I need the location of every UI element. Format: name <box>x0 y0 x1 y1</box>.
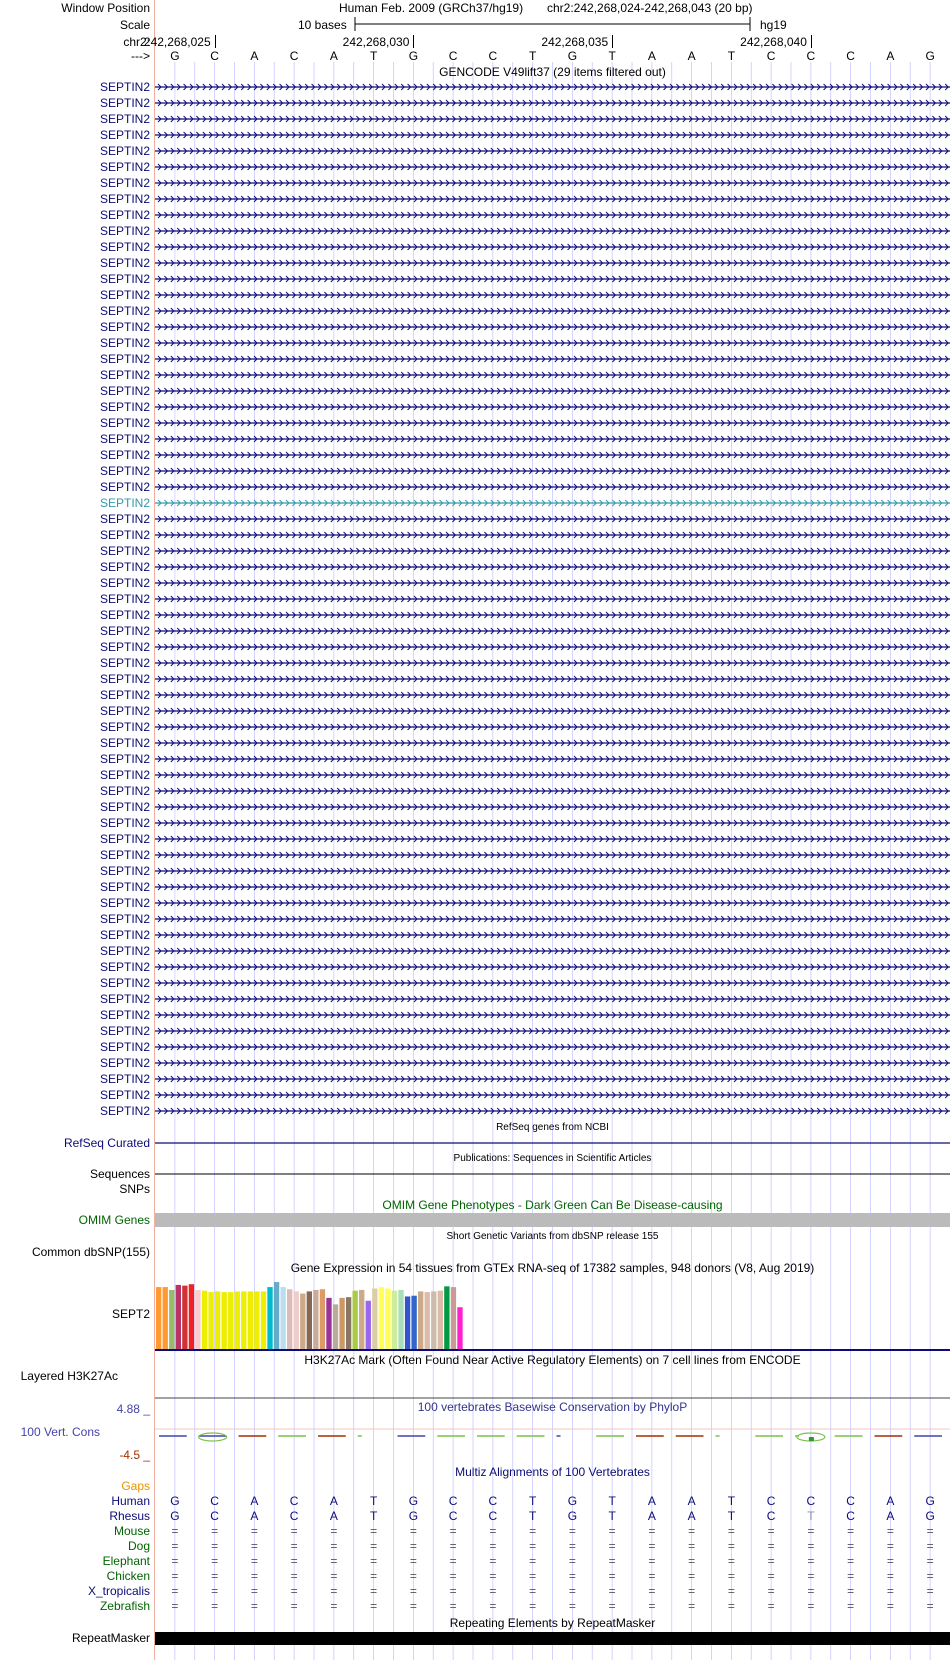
multiz-base: T <box>369 1494 378 1508</box>
gencode-gene-label[interactable]: SEPTIN2 <box>99 960 150 974</box>
gencode-gene-label[interactable]: SEPTIN2 <box>99 976 150 990</box>
multiz-base: C <box>766 1509 776 1523</box>
gencode-gene-label[interactable]: SEPTIN2 <box>99 896 150 910</box>
multiz-base: = <box>608 1539 616 1553</box>
multiz-base: T <box>807 1509 815 1523</box>
position-tick-label: 242,268,030 <box>342 35 410 49</box>
gencode-gene-label[interactable]: SEPTIN2 <box>99 192 150 206</box>
multiz-base: = <box>608 1569 616 1583</box>
multiz-base: = <box>608 1599 616 1613</box>
gencode-gene-label[interactable]: SEPTIN2 <box>99 448 150 462</box>
multiz-base: = <box>330 1584 338 1598</box>
multiz-species-label[interactable]: Chicken <box>106 1569 150 1583</box>
gencode-track-title: GENCODE V49lift37 (29 items filtered out) <box>439 65 666 79</box>
gencode-gene-label[interactable]: SEPTIN2 <box>99 1024 150 1038</box>
multiz-base: = <box>727 1599 735 1613</box>
multiz-base: C <box>806 1494 816 1508</box>
gencode-gene-label[interactable]: SEPTIN2 <box>99 480 150 494</box>
multiz-base: = <box>370 1554 378 1568</box>
publications-track-title: Publications: Sequences in Scientific Articles <box>453 1153 652 1164</box>
multiz-base: = <box>370 1584 378 1598</box>
reference-base: A <box>687 49 696 63</box>
multiz-base: = <box>767 1599 775 1613</box>
gencode-gene-label[interactable]: SEPTIN2 <box>99 832 150 846</box>
gencode-gene-label[interactable]: SEPTIN2 <box>99 544 150 558</box>
gencode-gene-label[interactable]: SEPTIN2 <box>99 176 150 190</box>
gencode-gene-label[interactable]: SEPTIN2 <box>99 928 150 942</box>
gencode-gene-label[interactable]: SEPTIN2 <box>99 656 150 670</box>
window-position-range: chr2:242,268,024-242,268,043 (20 bp) <box>547 1 753 15</box>
multiz-base: A <box>886 1494 895 1508</box>
gencode-gene-label[interactable]: SEPTIN2 <box>99 464 150 478</box>
multiz-base: = <box>767 1524 775 1538</box>
multiz-base: G <box>567 1494 578 1508</box>
multiz-base: = <box>489 1524 497 1538</box>
multiz-base: = <box>648 1599 656 1613</box>
reference-base: T <box>727 49 736 63</box>
omim-track-title: OMIM Gene Phenotypes - Dark Green Can Be Disease-causing <box>382 1198 723 1212</box>
omim-bar[interactable] <box>155 1213 950 1227</box>
repeatmasker-label[interactable]: RepeatMasker <box>71 1631 150 1645</box>
multiz-base: G <box>925 1509 935 1523</box>
gencode-gene-label[interactable]: SEPTIN2 <box>99 512 150 526</box>
cons-top-value: 4.88 _ <box>116 1402 150 1416</box>
multiz-base: = <box>370 1539 378 1553</box>
multiz-base: = <box>330 1524 338 1538</box>
multiz-base: = <box>330 1569 338 1583</box>
multiz-base: = <box>409 1569 417 1583</box>
multiz-base: C <box>488 1509 498 1523</box>
multiz-base: = <box>409 1539 417 1553</box>
gencode-gene-label[interactable]: SEPTIN2 <box>99 1008 150 1022</box>
multiz-base: = <box>370 1569 378 1583</box>
multiz-base: = <box>211 1554 219 1568</box>
multiz-base: = <box>767 1584 775 1598</box>
multiz-base: = <box>290 1539 298 1553</box>
multiz-base: = <box>847 1554 855 1568</box>
reference-base: T <box>528 49 537 63</box>
multiz-base: = <box>171 1554 179 1568</box>
multiz-base: = <box>926 1569 934 1583</box>
multiz-base: = <box>171 1539 179 1553</box>
h3k27ac-track-title: H3K27Ac Mark (Often Found Near Active Regulatory Elements) on 7 cell lines from ENCODE <box>304 1353 801 1367</box>
multiz-base: = <box>568 1569 576 1583</box>
multiz-base: A <box>647 1494 656 1508</box>
gencode-gene-label[interactable]: SEPTIN2 <box>99 496 150 510</box>
scale-db: hg19 <box>760 18 787 32</box>
multiz-base: = <box>529 1554 537 1568</box>
multiz-base: = <box>211 1524 219 1538</box>
multiz-base: = <box>847 1584 855 1598</box>
multiz-base: = <box>767 1554 775 1568</box>
multiz-base: = <box>489 1599 497 1613</box>
reference-base: G <box>408 49 419 63</box>
multiz-base: = <box>807 1584 815 1598</box>
common-dbsnp-label[interactable]: Common dbSNP(155) <box>31 1245 150 1259</box>
gencode-gene-label[interactable]: SEPTIN2 <box>99 304 150 318</box>
multiz-base: = <box>250 1569 258 1583</box>
multiz-base: = <box>688 1524 696 1538</box>
gencode-gene-label[interactable]: SEPTIN2 <box>99 944 150 958</box>
multiz-base: = <box>250 1524 258 1538</box>
gencode-gene-label[interactable]: SEPTIN2 <box>99 144 150 158</box>
multiz-base: = <box>489 1539 497 1553</box>
multiz-base: = <box>529 1599 537 1613</box>
multiz-base: = <box>727 1524 735 1538</box>
position-tick-label: 242,268,040 <box>740 35 807 49</box>
gencode-gene-label[interactable]: SEPTIN2 <box>99 224 150 238</box>
multiz-base: = <box>648 1569 656 1583</box>
multiz-base: = <box>449 1584 457 1598</box>
reference-base: C <box>448 49 458 63</box>
multiz-base: C <box>448 1509 458 1523</box>
multiz-base: A <box>687 1494 696 1508</box>
multiz-species-label[interactable]: Zebrafish <box>99 1599 150 1613</box>
multiz-base: = <box>727 1569 735 1583</box>
phylop-track-title: 100 vertebrates Basewise Conservation by PhyloP <box>417 1400 688 1414</box>
gencode-gene-label[interactable]: SEPTIN2 <box>99 992 150 1006</box>
multiz-base: = <box>886 1599 894 1613</box>
reference-base: C <box>806 49 816 63</box>
dbsnp-track-title: Short Genetic Variants from dbSNP release 155 <box>446 1231 659 1242</box>
multiz-base: C <box>846 1509 855 1523</box>
reference-base: A <box>647 49 656 63</box>
multiz-base: A <box>250 1494 259 1508</box>
multiz-base: = <box>926 1584 934 1598</box>
multiz-base: = <box>847 1599 855 1613</box>
multiz-base: = <box>290 1584 298 1598</box>
multiz-base: = <box>648 1584 656 1598</box>
multiz-base: = <box>807 1539 815 1553</box>
layered-h3k27ac-label[interactable]: Layered H3K27Ac <box>20 1369 118 1383</box>
multiz-base: = <box>529 1569 537 1583</box>
gencode-gene-label[interactable]: SEPTIN2 <box>99 672 150 686</box>
gencode-gene-label[interactable]: SEPTIN2 <box>99 256 150 270</box>
gencode-gene-label[interactable]: SEPTIN2 <box>99 800 150 814</box>
scale-label: Scale <box>119 18 150 32</box>
position-tick-label: 242,268,025 <box>143 35 211 49</box>
multiz-base: C <box>210 1509 219 1523</box>
multiz-base: T <box>727 1494 736 1508</box>
gencode-gene-label[interactable]: SEPTIN2 <box>99 640 150 654</box>
multiz-base: = <box>330 1554 338 1568</box>
multiz-base: = <box>568 1524 576 1538</box>
repeatmasker-bar[interactable] <box>155 1632 950 1645</box>
gencode-gene-label[interactable]: SEPTIN2 <box>99 432 150 446</box>
multiz-base: = <box>330 1539 338 1553</box>
multiz-base: T <box>369 1509 378 1523</box>
multiz-base: = <box>807 1599 815 1613</box>
multiz-base: A <box>687 1509 696 1523</box>
refseq-track-title: RefSeq genes from NCBI <box>496 1122 609 1133</box>
gencode-gene-label[interactable]: SEPTIN2 <box>99 912 150 926</box>
reference-base: G <box>170 49 180 63</box>
gencode-gene-label[interactable]: SEPTIN2 <box>99 704 150 718</box>
multiz-base: G <box>170 1494 180 1508</box>
gencode-gene-label[interactable]: SEPTIN2 <box>99 784 150 798</box>
multiz-species-label[interactable]: Elephant <box>102 1554 150 1568</box>
multiz-base: = <box>290 1554 298 1568</box>
multiz-base: = <box>926 1524 934 1538</box>
multiz-base: = <box>449 1524 457 1538</box>
gencode-gene-label[interactable]: SEPTIN2 <box>99 1088 150 1102</box>
multiz-base: = <box>886 1569 894 1583</box>
multiz-base: = <box>886 1554 894 1568</box>
gencode-gene-label[interactable]: SEPTIN2 <box>99 1056 150 1070</box>
multiz-base: = <box>211 1569 219 1583</box>
gencode-gene-label[interactable]: SEPTIN2 <box>99 272 150 286</box>
assembly-name: Human Feb. 2009 (GRCh37/hg19) <box>339 1 524 15</box>
refseq-label[interactable]: RefSeq Curated <box>63 1136 150 1150</box>
multiz-base: = <box>211 1539 219 1553</box>
multiz-base: = <box>489 1554 497 1568</box>
multiz-base: = <box>568 1554 576 1568</box>
multiz-base: T <box>528 1509 537 1523</box>
multiz-species-label[interactable]: Rhesus <box>109 1509 150 1523</box>
multiz-species-label[interactable]: Dog <box>127 1539 150 1553</box>
repeatmasker-track-title: Repeating Elements by RepeatMasker <box>449 1616 656 1630</box>
multiz-base: = <box>171 1524 179 1538</box>
multiz-base: = <box>608 1524 616 1538</box>
reference-base: C <box>766 49 776 63</box>
multiz-base: = <box>211 1599 219 1613</box>
gencode-gene-label[interactable]: SEPTIN2 <box>99 96 150 110</box>
gencode-gene-label[interactable]: SEPTIN2 <box>99 816 150 830</box>
multiz-base: = <box>171 1584 179 1598</box>
reference-base: T <box>608 49 616 63</box>
multiz-base: = <box>807 1569 815 1583</box>
multiz-base: = <box>886 1524 894 1538</box>
gencode-gene-label[interactable]: SEPTIN2 <box>99 592 150 606</box>
multiz-base: = <box>290 1569 298 1583</box>
gencode-gene-label[interactable]: SEPTIN2 <box>99 688 150 702</box>
gaps-label[interactable]: Gaps <box>121 1479 150 1493</box>
multiz-base: G <box>408 1509 419 1523</box>
omim-label[interactable]: OMIM Genes <box>78 1213 150 1227</box>
multiz-base: = <box>648 1539 656 1553</box>
multiz-base: C <box>846 1494 855 1508</box>
gencode-gene-label[interactable]: SEPTIN2 <box>99 288 150 302</box>
multiz-base: = <box>529 1524 537 1538</box>
sequences-label[interactable]: Sequences <box>89 1167 150 1181</box>
multiz-base: T <box>727 1509 736 1523</box>
reference-base: T <box>369 49 378 63</box>
gencode-gene-label[interactable]: SEPTIN2 <box>99 352 150 366</box>
reference-base: C <box>846 49 855 63</box>
reference-base: A <box>250 49 259 63</box>
gencode-gene-label[interactable]: SEPTIN2 <box>99 1072 150 1086</box>
multiz-track-title: Multiz Alignments of 100 Vertebrates <box>455 1465 650 1479</box>
multiz-base: = <box>648 1524 656 1538</box>
multiz-base: = <box>608 1584 616 1598</box>
multiz-base: G <box>408 1494 419 1508</box>
multiz-base: = <box>568 1584 576 1598</box>
reference-base: G <box>567 49 578 63</box>
reference-base: G <box>925 49 935 63</box>
chromosome-label: chr2: <box>123 35 150 49</box>
gencode-gene-label[interactable]: SEPTIN2 <box>99 864 150 878</box>
gencode-gene-label[interactable]: SEPTIN2 <box>99 368 150 382</box>
multiz-base: = <box>250 1584 258 1598</box>
multiz-base: = <box>250 1554 258 1568</box>
gencode-gene-label[interactable]: SEPTIN2 <box>99 240 150 254</box>
gencode-gene-label[interactable]: SEPTIN2 <box>99 576 150 590</box>
gencode-gene-label[interactable]: SEPTIN2 <box>99 848 150 862</box>
multiz-base: = <box>449 1599 457 1613</box>
multiz-species-label[interactable]: Mouse <box>113 1524 150 1538</box>
multiz-base: = <box>370 1599 378 1613</box>
gencode-gene-label[interactable]: SEPTIN2 <box>99 736 150 750</box>
multiz-base: = <box>688 1539 696 1553</box>
window-position-label: Window Position <box>61 1 150 15</box>
gencode-gene-label[interactable]: SEPTIN2 <box>99 400 150 414</box>
multiz-base: = <box>727 1554 735 1568</box>
reference-base: C <box>289 49 299 63</box>
multiz-base: = <box>330 1599 338 1613</box>
multiz-base: = <box>926 1554 934 1568</box>
multiz-base: = <box>250 1539 258 1553</box>
multiz-base: = <box>211 1584 219 1598</box>
multiz-species-label[interactable]: Human <box>111 1494 150 1508</box>
multiz-base: = <box>290 1524 298 1538</box>
gencode-gene-label[interactable]: SEPTIN2 <box>99 80 150 94</box>
multiz-base: = <box>529 1539 537 1553</box>
gtex-track-title: Gene Expression in 54 tissues from GTEx RNA-seq of 17382 samples, 948 donors (V8, Aug 2019) <box>290 1261 815 1275</box>
gencode-gene-label[interactable]: SEPTIN2 <box>99 1040 150 1054</box>
multiz-base: G <box>567 1509 578 1523</box>
multiz-base: C <box>210 1494 219 1508</box>
multiz-base: = <box>688 1554 696 1568</box>
gencode-gene-label[interactable]: SEPTIN2 <box>99 768 150 782</box>
multiz-base: A <box>250 1509 259 1523</box>
multiz-base: T <box>608 1509 616 1523</box>
multiz-base: A <box>886 1509 895 1523</box>
multiz-base: = <box>767 1539 775 1553</box>
multiz-base: C <box>448 1494 458 1508</box>
multiz-base: = <box>926 1539 934 1553</box>
strand-label: ---> <box>131 49 150 63</box>
multiz-base: = <box>886 1539 894 1553</box>
multiz-base: = <box>807 1524 815 1538</box>
reference-base: C <box>210 49 219 63</box>
multiz-base: = <box>370 1524 378 1538</box>
multiz-base: = <box>847 1524 855 1538</box>
multiz-base: = <box>847 1539 855 1553</box>
gencode-gene-label[interactable]: SEPTIN2 <box>99 336 150 350</box>
multiz-base: = <box>409 1524 417 1538</box>
multiz-base: = <box>449 1539 457 1553</box>
multiz-base: = <box>409 1599 417 1613</box>
multiz-base: T <box>528 1494 537 1508</box>
multiz-base: = <box>767 1569 775 1583</box>
gtex-gene-label[interactable]: SEPT2 <box>111 1307 150 1321</box>
multiz-base: = <box>171 1599 179 1613</box>
multiz-species-label[interactable]: X_tropicalis <box>87 1584 150 1598</box>
multiz-base: A <box>329 1494 338 1508</box>
gencode-gene-label[interactable]: SEPTIN2 <box>99 624 150 638</box>
multiz-base: A <box>647 1509 656 1523</box>
multiz-base: C <box>766 1494 776 1508</box>
multiz-base: = <box>409 1554 417 1568</box>
reference-base: A <box>329 49 338 63</box>
gencode-gene-label[interactable]: SEPTIN2 <box>99 560 150 574</box>
gencode-gene-label[interactable]: SEPTIN2 <box>99 528 150 542</box>
multiz-base: = <box>727 1584 735 1598</box>
cons-bottom-value: -4.5 _ <box>119 1448 150 1462</box>
gencode-gene-label[interactable]: SEPTIN2 <box>99 128 150 142</box>
multiz-base: C <box>289 1509 299 1523</box>
reference-base: C <box>488 49 498 63</box>
cons-track-label[interactable]: 100 Vert. Cons <box>20 1425 100 1439</box>
multiz-base: = <box>290 1599 298 1613</box>
gencode-gene-label[interactable]: SEPTIN2 <box>99 752 150 766</box>
multiz-base: = <box>409 1584 417 1598</box>
gencode-gene-label[interactable]: SEPTIN2 <box>99 1104 150 1118</box>
multiz-base: = <box>608 1554 616 1568</box>
multiz-base: = <box>489 1569 497 1583</box>
position-tick-label: 242,268,035 <box>541 35 609 49</box>
multiz-base: T <box>608 1494 616 1508</box>
multiz-base: = <box>171 1569 179 1583</box>
gencode-gene-label[interactable]: SEPTIN2 <box>99 608 150 622</box>
multiz-base: = <box>807 1554 815 1568</box>
multiz-base: = <box>727 1539 735 1553</box>
multiz-base: = <box>886 1584 894 1598</box>
multiz-base: = <box>688 1569 696 1583</box>
multiz-base: = <box>250 1599 258 1613</box>
gencode-gene-label[interactable]: SEPTIN2 <box>99 384 150 398</box>
multiz-base: = <box>489 1584 497 1598</box>
multiz-base: A <box>329 1509 338 1523</box>
multiz-base: = <box>688 1584 696 1598</box>
multiz-base: G <box>925 1494 935 1508</box>
multiz-base: = <box>449 1569 457 1583</box>
gencode-gene-label[interactable]: SEPTIN2 <box>99 416 150 430</box>
multiz-base: = <box>529 1584 537 1598</box>
multiz-base: = <box>847 1569 855 1583</box>
multiz-base: = <box>688 1599 696 1613</box>
gencode-gene-label[interactable]: SEPTIN2 <box>99 208 150 222</box>
multiz-base: C <box>289 1494 299 1508</box>
scale-bases: 10 bases <box>298 18 347 32</box>
multiz-base: = <box>449 1554 457 1568</box>
gencode-gene-label[interactable]: SEPTIN2 <box>99 720 150 734</box>
multiz-base: G <box>170 1509 180 1523</box>
multiz-base: = <box>568 1539 576 1553</box>
multiz-base: = <box>926 1599 934 1613</box>
gencode-gene-label[interactable]: SEPTIN2 <box>99 160 150 174</box>
multiz-base: C <box>488 1494 498 1508</box>
snps-label[interactable]: SNPs <box>119 1182 150 1196</box>
gencode-gene-label[interactable]: SEPTIN2 <box>99 112 150 126</box>
multiz-base: = <box>648 1554 656 1568</box>
gencode-gene-label[interactable]: SEPTIN2 <box>99 880 150 894</box>
multiz-base: = <box>568 1599 576 1613</box>
reference-base: A <box>886 49 895 63</box>
gencode-gene-label[interactable]: SEPTIN2 <box>99 320 150 334</box>
